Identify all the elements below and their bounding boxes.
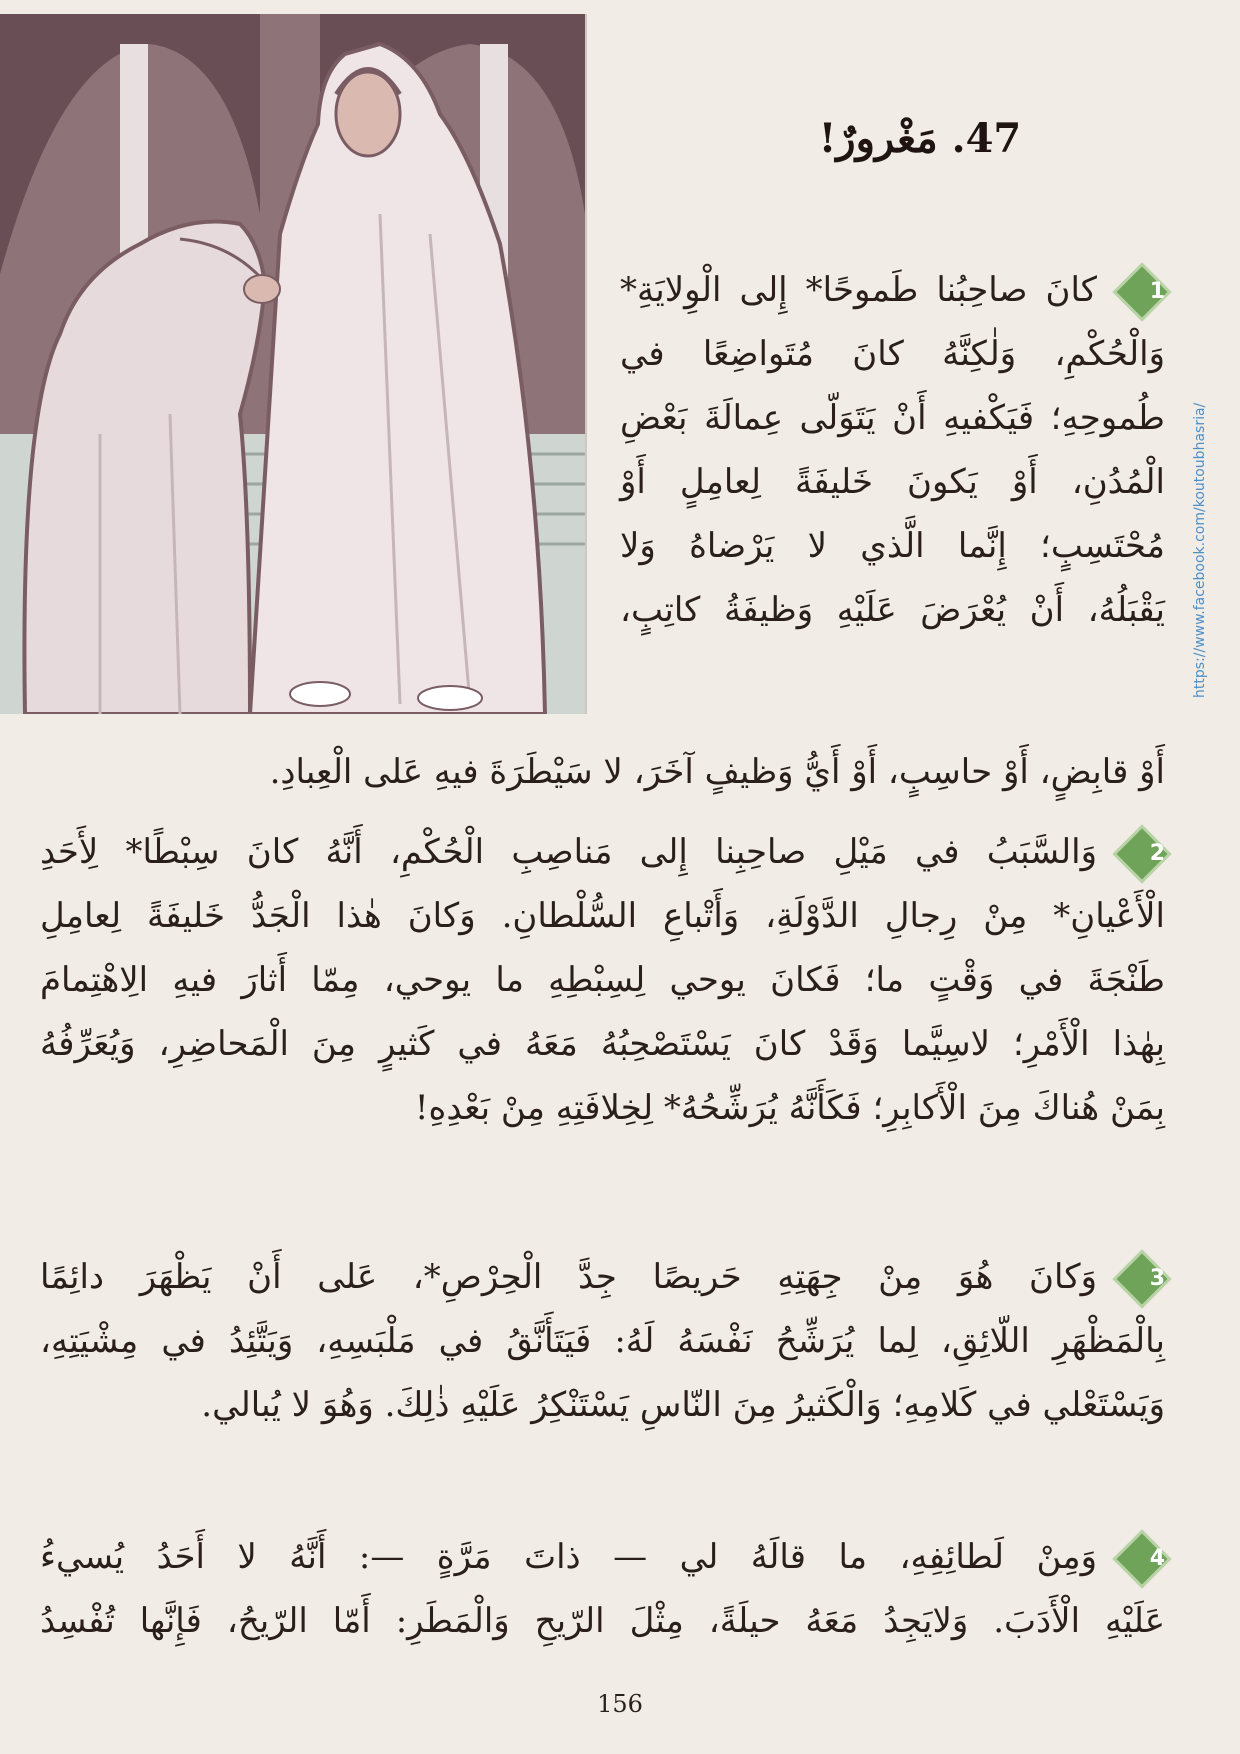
paragraph-number: 3	[1149, 1266, 1165, 1291]
paragraph-line: يَقْبَلُهُ، أَنْ يُعْرَضَ عَلَيْهِ وَظيفَةُ كاتِبٍ،	[620, 590, 1165, 630]
paragraph-line: وَيَسْتَعْلي في كَلامِهِ؛ وَالْكَثيرُ مِنَ النّاسِ يَسْتَنْكِرُ عَلَيْهِ ذٰلِكَ. وَهُوَ لا يُبالي.	[201, 1385, 1165, 1425]
paragraph-line: عَلَيْهِ الْأَدَبَ. وَلايَجِدُ مَعَهُ حيلَةً، مِثْلَ الرّيحِ وَالْمَطَرِ: أَمّا الرّيحُ، فَإِنَّها تُفْسِدُ	[40, 1601, 1165, 1641]
paragraph-text: وَكانَ هُوَ مِنْ جِهَتِهِ حَريصًا جِدَّ الْحِرْصِ*، عَلى أَنْ يَظْهَرَ دائِمًا	[40, 1257, 1097, 1297]
paragraph-text: وَالسَّبَبُ في مَيْلِ صاحِبِنا إِلى مَناصِبِ الْحُكْمِ، أَنَّهُ كانَ سِبْطًا* لِأَحَدِ	[40, 832, 1097, 872]
paragraph-line	[620, 258, 1165, 322]
paragraph-text: كانَ صاحِبُنا طَموحًا* إِلى الْوِلايَةِ*	[620, 270, 1097, 310]
paragraph-number-marker	[1119, 831, 1165, 877]
paragraph-line: أَوْ قابِضٍ، أَوْ حاسِبٍ، أَوْ أَيُّ وَظيفٍ آخَرَ، لا سَيْطَرَةَ فيهِ عَلى الْعِبادِ.	[269, 752, 1165, 792]
paragraph-4	[40, 1525, 1165, 1653]
chapter-title: 47. مَغْرورٌ!	[818, 115, 1022, 162]
paragraph-text: وَمِنْ لَطائِفِهِ، ما قالَهُ لي — ذاتَ مَرَّةٍ —: أَنَّهُ لا أَحَدُ يُسيءُ	[40, 1537, 1097, 1577]
paragraph-line: مُحْتَسِبٍ؛ إِنَّما الَّذي لا يَرْضاهُ وَلا	[620, 526, 1165, 566]
paragraph-line	[40, 1525, 1165, 1589]
paragraph-line	[40, 820, 1165, 884]
paragraph-number-marker	[1119, 1536, 1165, 1582]
paragraph-number-marker	[1119, 269, 1165, 315]
paragraph-number: 2	[1149, 841, 1165, 866]
paragraph-line	[40, 1245, 1165, 1309]
paragraph-line: طَنْجَةَ في وَقْتٍ ما؛ فَكانَ يوحي لِسِبْطِهِ ما يوحي، مِمّا أَثارَ فيهِ الِاهْتِمامَ	[40, 960, 1165, 1000]
watermark-link: https://www.facebook.com/koutoubhasria/	[1192, 402, 1208, 698]
paragraph-line: بِالْمَظْهَرِ اللّائِقِ، لِما يُرَشِّحُ نَفْسَهُ لَهُ: فَيَتَأَنَّقُ في مَلْبَسِهِ، وَيَتَّئِدُ في مِشْيَتِهِ،	[40, 1321, 1165, 1361]
two-men-greeting-illustration	[0, 14, 585, 714]
paragraph-number: 1	[1149, 279, 1165, 304]
paragraph-line: وَالْحُكْمِ، وَلٰكِنَّهُ كانَ مُتَواضِعًا في	[620, 334, 1165, 374]
paragraph-line: الْمُدُنِ، أَوْ يَكونَ خَليفَةً لِعامِلٍ أَوْ	[620, 462, 1165, 502]
paragraph-number: 4	[1149, 1546, 1165, 1571]
paragraph-line: طُموحِهِ؛ فَيَكْفيهِ أَنْ يَتَوَلّى عِمالَةَ بَعْضِ	[620, 398, 1165, 438]
paragraph-line: بِمَنْ هُناكَ مِنَ الْأَكابِرِ؛ فَكَأَنَّهُ يُرَشِّحُهُ* لِخِلافَتِهِ مِنْ بَعْدِهِ!	[414, 1088, 1165, 1128]
paragraph-3	[40, 1245, 1165, 1437]
paragraph-line: الْأَعْيانِ* مِنْ رِجالِ الدَّوْلَةِ، وَأَتْباعِ السُّلْطانِ. وَكانَ هٰذا الْجَدُّ خَليفَةً لِعامِلِ	[40, 896, 1165, 936]
paragraph-1	[620, 258, 1165, 642]
paragraph-2	[40, 820, 1165, 1140]
paragraph-1-tail	[40, 740, 1165, 804]
page-number: 156	[597, 1690, 643, 1718]
paragraph-number-marker	[1119, 1256, 1165, 1302]
illustration	[0, 14, 587, 714]
paragraph-line: بِهٰذا الْأَمْرِ؛ لاسِيَّما وَقَدْ كانَ يَسْتَصْحِبُهُ مَعَهُ في كَثيرٍ مِنَ الْمَحاضِرِ، وَيُعَرِّفُهُ	[40, 1024, 1165, 1064]
